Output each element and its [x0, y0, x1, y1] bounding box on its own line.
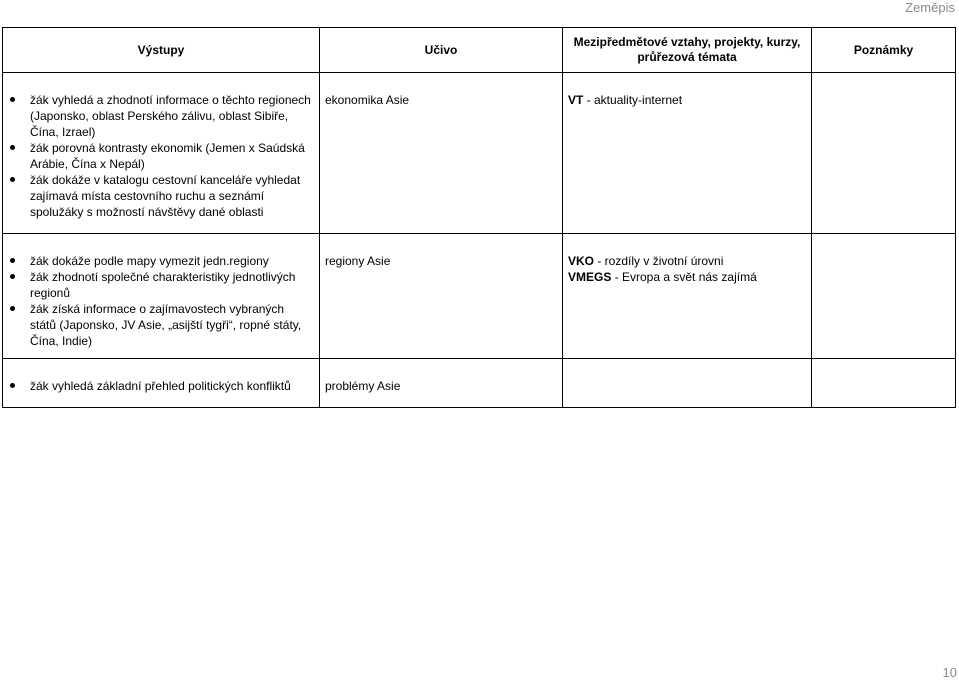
- relations-cell: [563, 73, 812, 234]
- relation-line: [568, 269, 805, 285]
- output-item: žák zhodnotí společné charakteristiky jednotlivých regionů: [30, 269, 311, 301]
- curriculum-cell: [320, 359, 563, 408]
- curriculum-text: problémy Asie: [325, 379, 401, 393]
- table-row: [3, 234, 956, 359]
- table-row: [3, 359, 956, 408]
- notes-cell: [812, 73, 956, 234]
- relation-line: [568, 253, 805, 269]
- column-header-relations: Mezipředmětové vztahy, projekty, kurzy, průřezová témata: [563, 28, 812, 73]
- output-item: žák dokáže podle mapy vymezit jedn.regiony: [30, 253, 311, 269]
- relation-text: - rozdíly v životní úrovni: [594, 254, 724, 268]
- notes-cell: [812, 359, 956, 408]
- curriculum-text: regiony Asie: [325, 254, 391, 268]
- curriculum-cell: [320, 73, 563, 234]
- relation-abbreviation: VKO: [568, 254, 595, 268]
- relation-text: - aktuality-internet: [583, 93, 683, 107]
- output-item: žák vyhledá základní přehled politických konfliktů: [30, 378, 311, 394]
- outputs-cell: [3, 234, 320, 359]
- output-item: žák získá informace o zajímavostech vybraných států (Japonsko, JV Asie, „asijští tygři“, ropné státy, Čína, Indie): [30, 301, 311, 349]
- relation-line: [568, 92, 805, 108]
- output-item: žák vyhledá a zhodnotí informace o těchto regionech (Japonsko, oblast Perského zálivu, oblast Sibiře, Čína, Izrael): [30, 93, 311, 139]
- curriculum-cell: [320, 234, 563, 359]
- table-header-row: [3, 28, 956, 73]
- table-row: [3, 73, 956, 234]
- relation-text: - Evropa a svět nás zajímá: [611, 270, 757, 284]
- relation-abbreviation: VT: [568, 93, 584, 107]
- outputs-cell: [3, 73, 320, 234]
- notes-cell: [812, 234, 956, 359]
- output-item: žák dokáže v katalogu cestovní kanceláře vyhledat zajímavá místa cestovního ruchu a seznámí spolužáky s možností návštěvy dané oblasti: [30, 172, 311, 220]
- page-header-title: Zeměpis: [905, 0, 955, 15]
- curriculum-text: ekonomika Asie: [325, 93, 410, 107]
- page-number: 10: [942, 665, 957, 680]
- column-header-curriculum: Učivo: [320, 28, 563, 73]
- relation-abbreviation: VMEGS: [568, 270, 612, 284]
- relations-cell: [563, 234, 812, 359]
- output-item: žák porovná kontrasty ekonomik (Jemen x Saúdská Arábie, Čína x Nepál): [30, 140, 311, 172]
- column-header-notes: Poznámky: [812, 28, 956, 73]
- relations-cell: [563, 359, 812, 408]
- outputs-cell: [3, 359, 320, 408]
- curriculum-table: [2, 27, 956, 408]
- column-header-outputs: Výstupy: [3, 28, 320, 73]
